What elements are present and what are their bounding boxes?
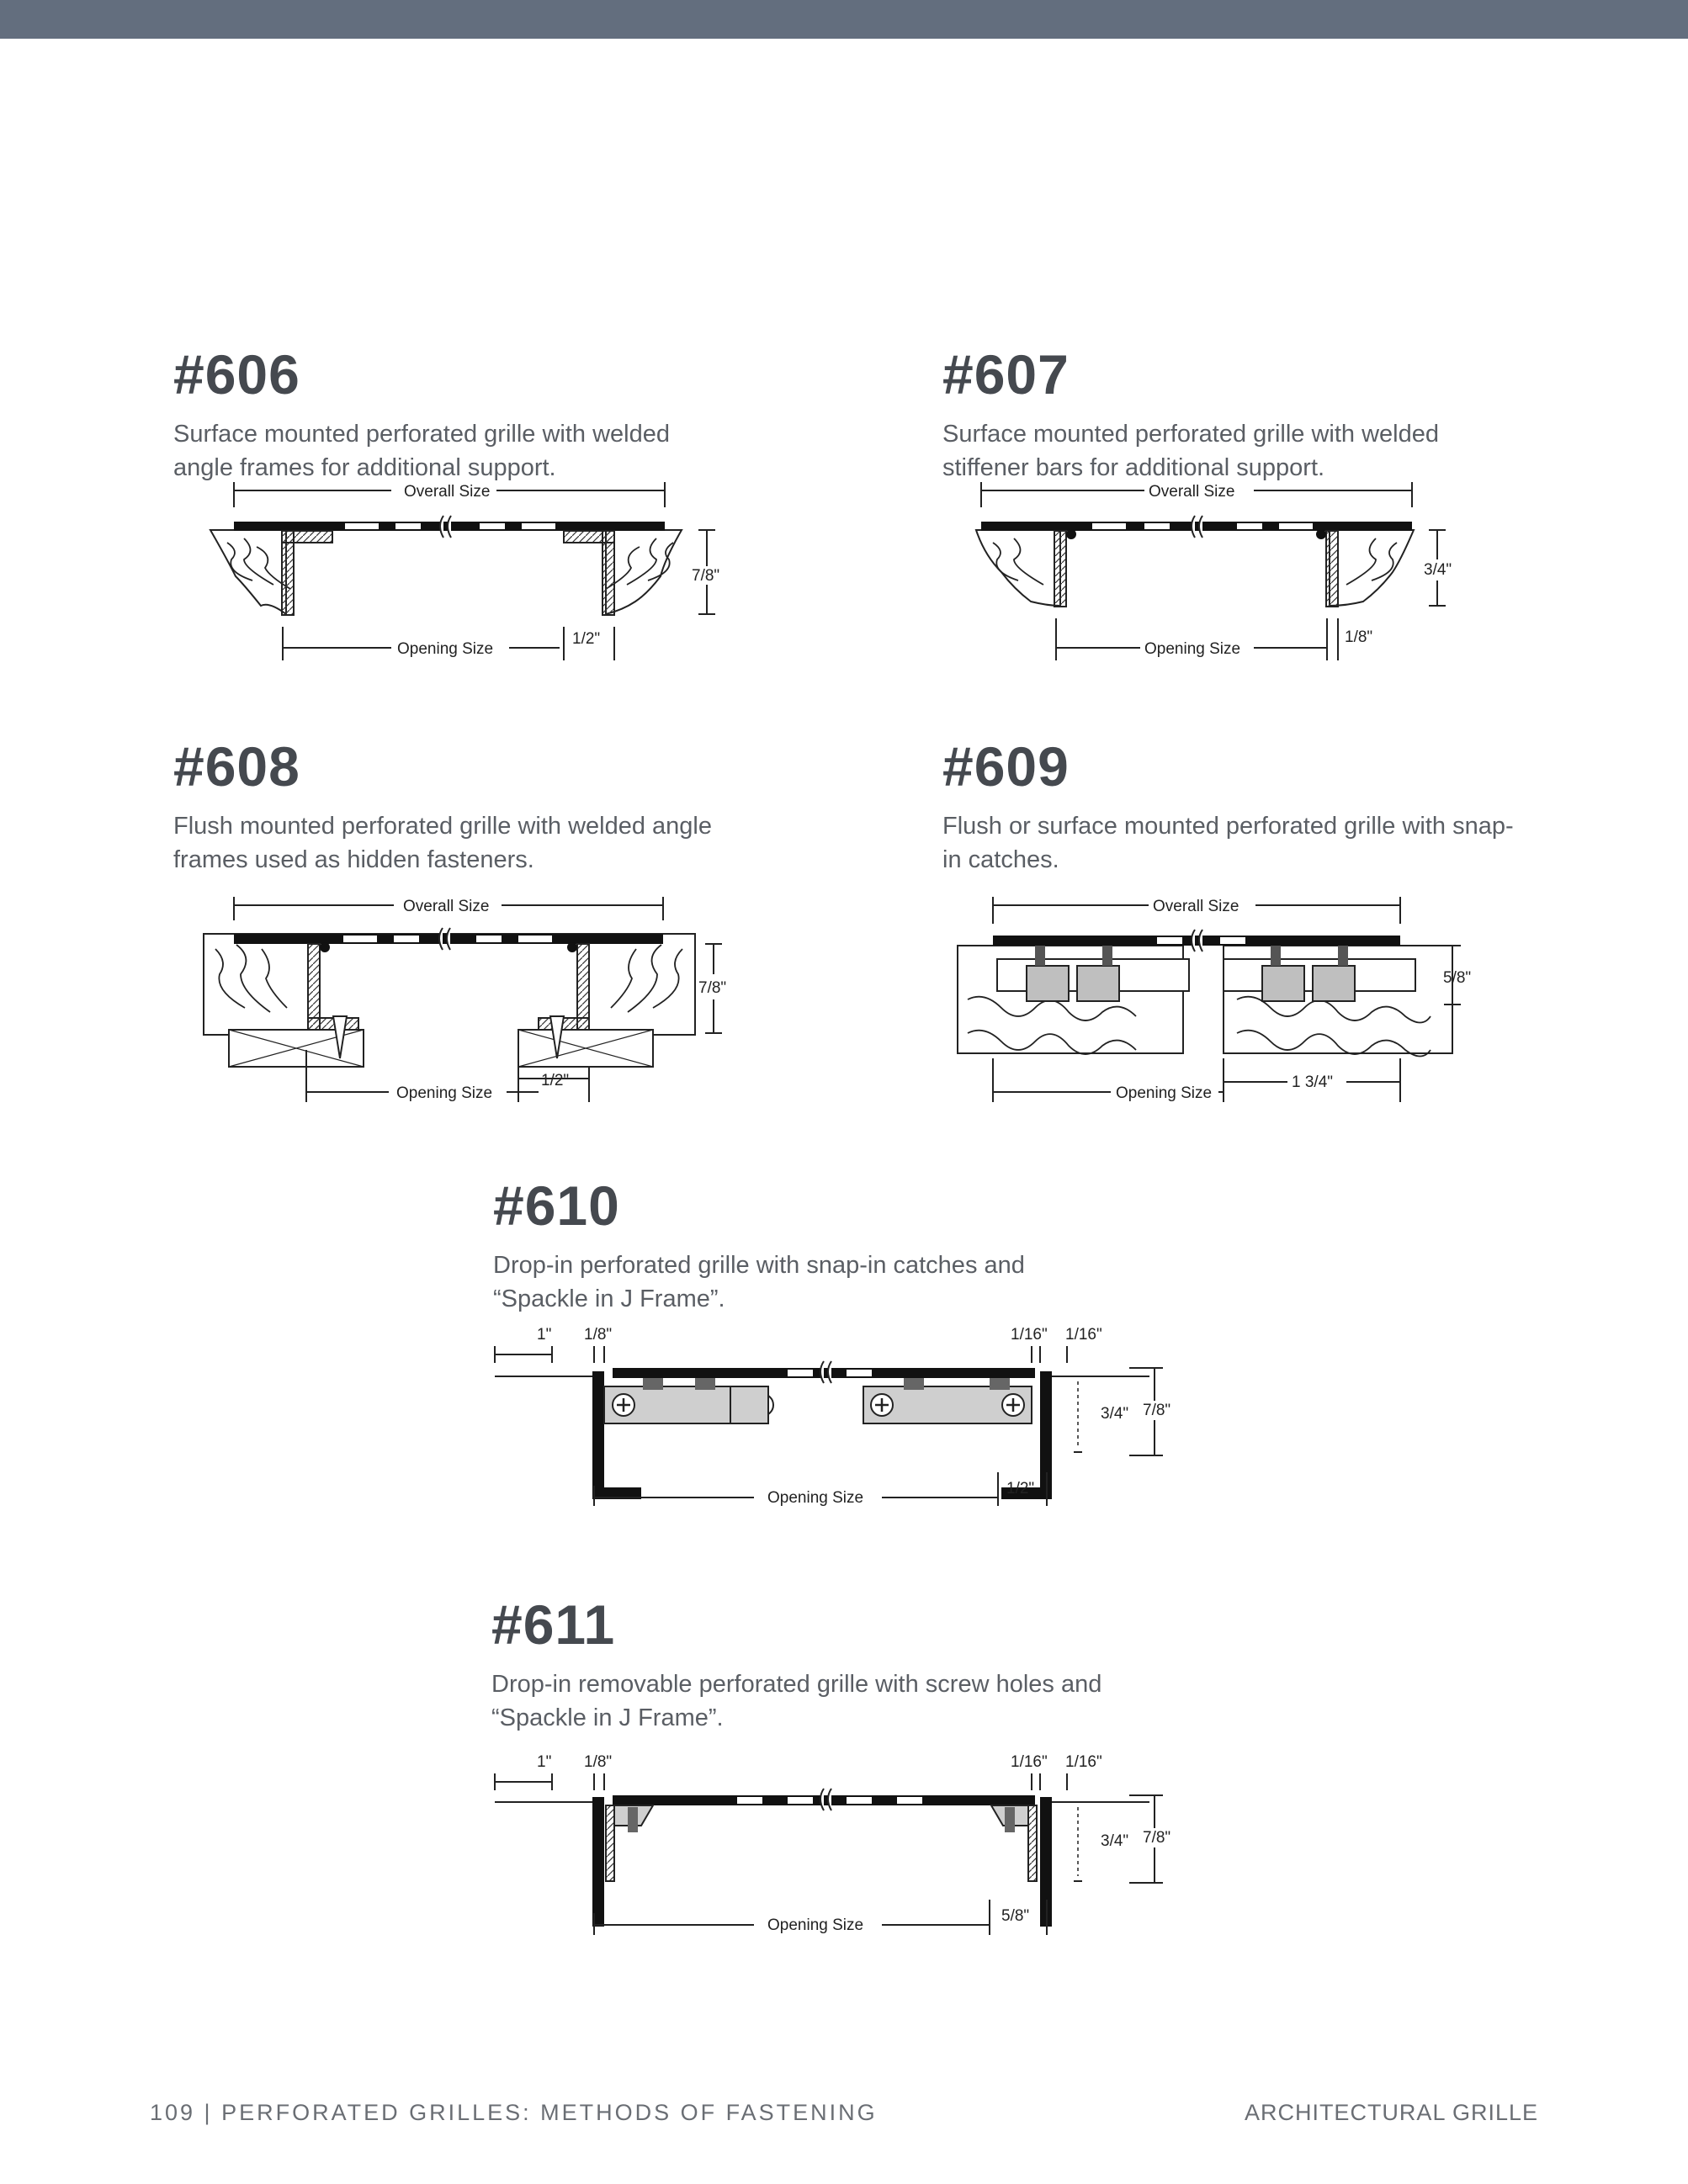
diagram-607 xyxy=(968,475,1489,669)
svg-text:3/4": 3/4" xyxy=(1424,561,1452,579)
svg-text:5/8": 5/8" xyxy=(1443,969,1472,987)
svg-text:Opening Size: Opening Size xyxy=(396,1084,493,1102)
section-description: Surface mounted perforated grille with welded angle frames for additional support. xyxy=(173,421,670,481)
svg-text:Overall Size: Overall Size xyxy=(403,898,490,915)
section-609 xyxy=(942,735,1514,877)
svg-text:1/8": 1/8" xyxy=(1345,628,1373,646)
svg-text:1/2": 1/2" xyxy=(572,630,601,648)
section-code: #607 xyxy=(942,343,1070,406)
section-code: #608 xyxy=(173,735,300,798)
svg-text:Opening Size: Opening Size xyxy=(1144,640,1241,658)
svg-text:7/8": 7/8" xyxy=(698,979,727,997)
section-description: Flush mounted perforated grille with welded angle frames used as hidden fasteners. xyxy=(173,813,712,873)
top-banner-bar xyxy=(0,0,1688,39)
diagram-606 xyxy=(202,475,740,669)
svg-text:3/4": 3/4" xyxy=(1101,1405,1129,1423)
diagram-611 xyxy=(493,1748,1200,1942)
section-607 xyxy=(942,343,1439,485)
svg-text:1/8": 1/8" xyxy=(584,1753,613,1771)
section-description: Drop-in removable perforated grille with screw holes and “Spackle in J Frame”. xyxy=(491,1671,1102,1731)
svg-text:Opening Size: Opening Size xyxy=(1116,1084,1213,1102)
footer-brand: ARCHITECTURAL GRILLE xyxy=(1244,2100,1538,2125)
section-code: #610 xyxy=(493,1174,620,1237)
diagram-610 xyxy=(493,1321,1200,1514)
svg-text:1/2": 1/2" xyxy=(541,1072,570,1089)
section-611 xyxy=(491,1593,1102,1735)
svg-text:1": 1" xyxy=(537,1326,552,1344)
section-code: #611 xyxy=(491,1593,616,1656)
footer-page-title: 109 | PERFORATED GRILLES: METHODS OF FASTENING xyxy=(150,2100,878,2125)
svg-text:1/16": 1/16" xyxy=(1011,1753,1048,1771)
section-606 xyxy=(173,343,670,485)
svg-text:7/8": 7/8" xyxy=(1143,1829,1171,1847)
svg-text:1": 1" xyxy=(537,1753,552,1771)
section-description: Drop-in perforated grille with snap-in catches and “Spackle in J Frame”. xyxy=(493,1252,1025,1312)
section-610 xyxy=(493,1174,1025,1316)
diagram-608 xyxy=(199,890,737,1109)
svg-text:7/8": 7/8" xyxy=(1143,1402,1171,1419)
diagram-609 xyxy=(951,890,1506,1109)
svg-text:Opening Size: Opening Size xyxy=(767,1916,864,1934)
svg-text:3/4": 3/4" xyxy=(1101,1832,1129,1850)
svg-text:Overall Size: Overall Size xyxy=(1153,898,1239,915)
svg-text:1/16": 1/16" xyxy=(1065,1753,1102,1771)
svg-text:Overall Size: Overall Size xyxy=(1149,483,1235,501)
svg-text:1/16": 1/16" xyxy=(1065,1326,1102,1344)
svg-text:1/8": 1/8" xyxy=(584,1326,613,1344)
section-code: #609 xyxy=(942,735,1070,798)
svg-text:1/16": 1/16" xyxy=(1011,1326,1048,1344)
section-608 xyxy=(173,735,712,877)
svg-text:7/8": 7/8" xyxy=(692,567,720,585)
overall-size-label: Overall Size xyxy=(404,483,491,501)
svg-text:Opening Size: Opening Size xyxy=(767,1489,864,1507)
section-description: Surface mounted perforated grille with welded stiffener bars for additional support. xyxy=(942,421,1439,481)
svg-text:5/8": 5/8" xyxy=(1001,1907,1030,1925)
section-description: Flush or surface mounted perforated grille with snap- in catches. xyxy=(942,813,1514,873)
svg-text:Opening Size: Opening Size xyxy=(397,640,494,658)
section-code: #606 xyxy=(173,343,300,406)
svg-text:1/2": 1/2" xyxy=(1006,1480,1035,1498)
svg-text:1 3/4": 1 3/4" xyxy=(1292,1073,1334,1091)
